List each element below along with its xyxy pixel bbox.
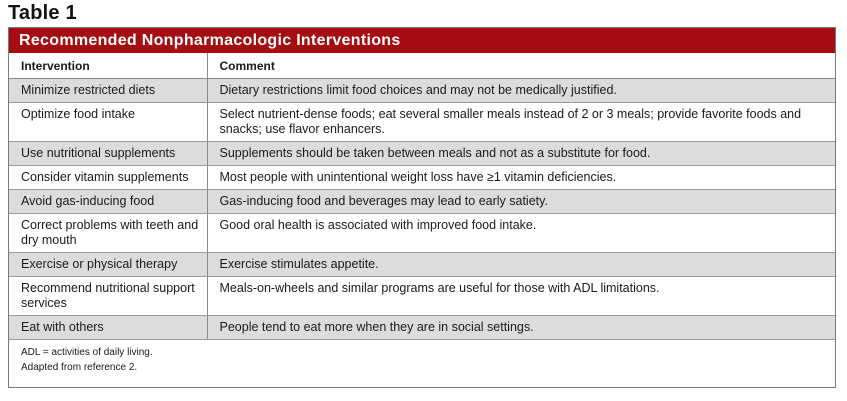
column-header-comment: Comment bbox=[207, 53, 835, 79]
intervention-cell: Exercise or physical therapy bbox=[9, 253, 207, 277]
footnote: Adapted from reference 2. bbox=[21, 362, 138, 373]
table-row bbox=[9, 253, 835, 277]
intervention-cell: Consider vitamin supplements bbox=[9, 166, 207, 190]
table-title: Recommended Nonpharmacologic Interventions bbox=[9, 28, 835, 53]
intervention-cell: Optimize food intake bbox=[9, 103, 207, 142]
column-header-intervention: Intervention bbox=[9, 53, 207, 79]
comment-cell: Gas-inducing food and beverages may lead to early satiety. bbox=[207, 190, 835, 214]
comment-cell: Meals-on-wheels and similar programs are useful for those with ADL limitations. bbox=[207, 277, 835, 316]
comment-cell: People tend to eat more when they are in social settings. bbox=[207, 316, 835, 340]
comment-cell: Select nutrient-dense foods; eat several smaller meals instead of 2 or 3 meals; provide favorite foods and snacks; use flavor enhancers. bbox=[207, 103, 835, 142]
header-row bbox=[9, 53, 835, 79]
intervention-cell: Minimize restricted diets bbox=[9, 79, 207, 103]
table-footnotes bbox=[9, 340, 835, 375]
table-row bbox=[9, 142, 835, 166]
table-row bbox=[9, 166, 835, 190]
table-label: Table 1 bbox=[8, 2, 77, 24]
intervention-cell: Correct problems with teeth and dry mouth bbox=[9, 214, 207, 253]
intervention-cell: Avoid gas-inducing food bbox=[9, 190, 207, 214]
table-row bbox=[9, 277, 835, 316]
comment-cell: Dietary restrictions limit food choices and may not be medically justified. bbox=[207, 79, 835, 103]
comment-cell: Most people with unintentional weight loss have ≥1 vitamin deficiencies. bbox=[207, 166, 835, 190]
comment-cell: Exercise stimulates appetite. bbox=[207, 253, 835, 277]
comment-cell: Good oral health is associated with improved food intake. bbox=[207, 214, 835, 253]
table-row bbox=[9, 103, 835, 142]
footnote: ADL = activities of daily living. bbox=[21, 347, 153, 358]
table-frame bbox=[8, 27, 836, 388]
table-row bbox=[9, 316, 835, 340]
intervention-cell: Eat with others bbox=[9, 316, 207, 340]
intervention-cell: Recommend nutritional support services bbox=[9, 277, 207, 316]
comment-cell: Supplements should be taken between meals and not as a substitute for food. bbox=[207, 142, 835, 166]
table-row bbox=[9, 214, 835, 253]
table-row bbox=[9, 190, 835, 214]
table-row bbox=[9, 79, 835, 103]
intervention-cell: Use nutritional supplements bbox=[9, 142, 207, 166]
interventions-table bbox=[9, 53, 835, 340]
